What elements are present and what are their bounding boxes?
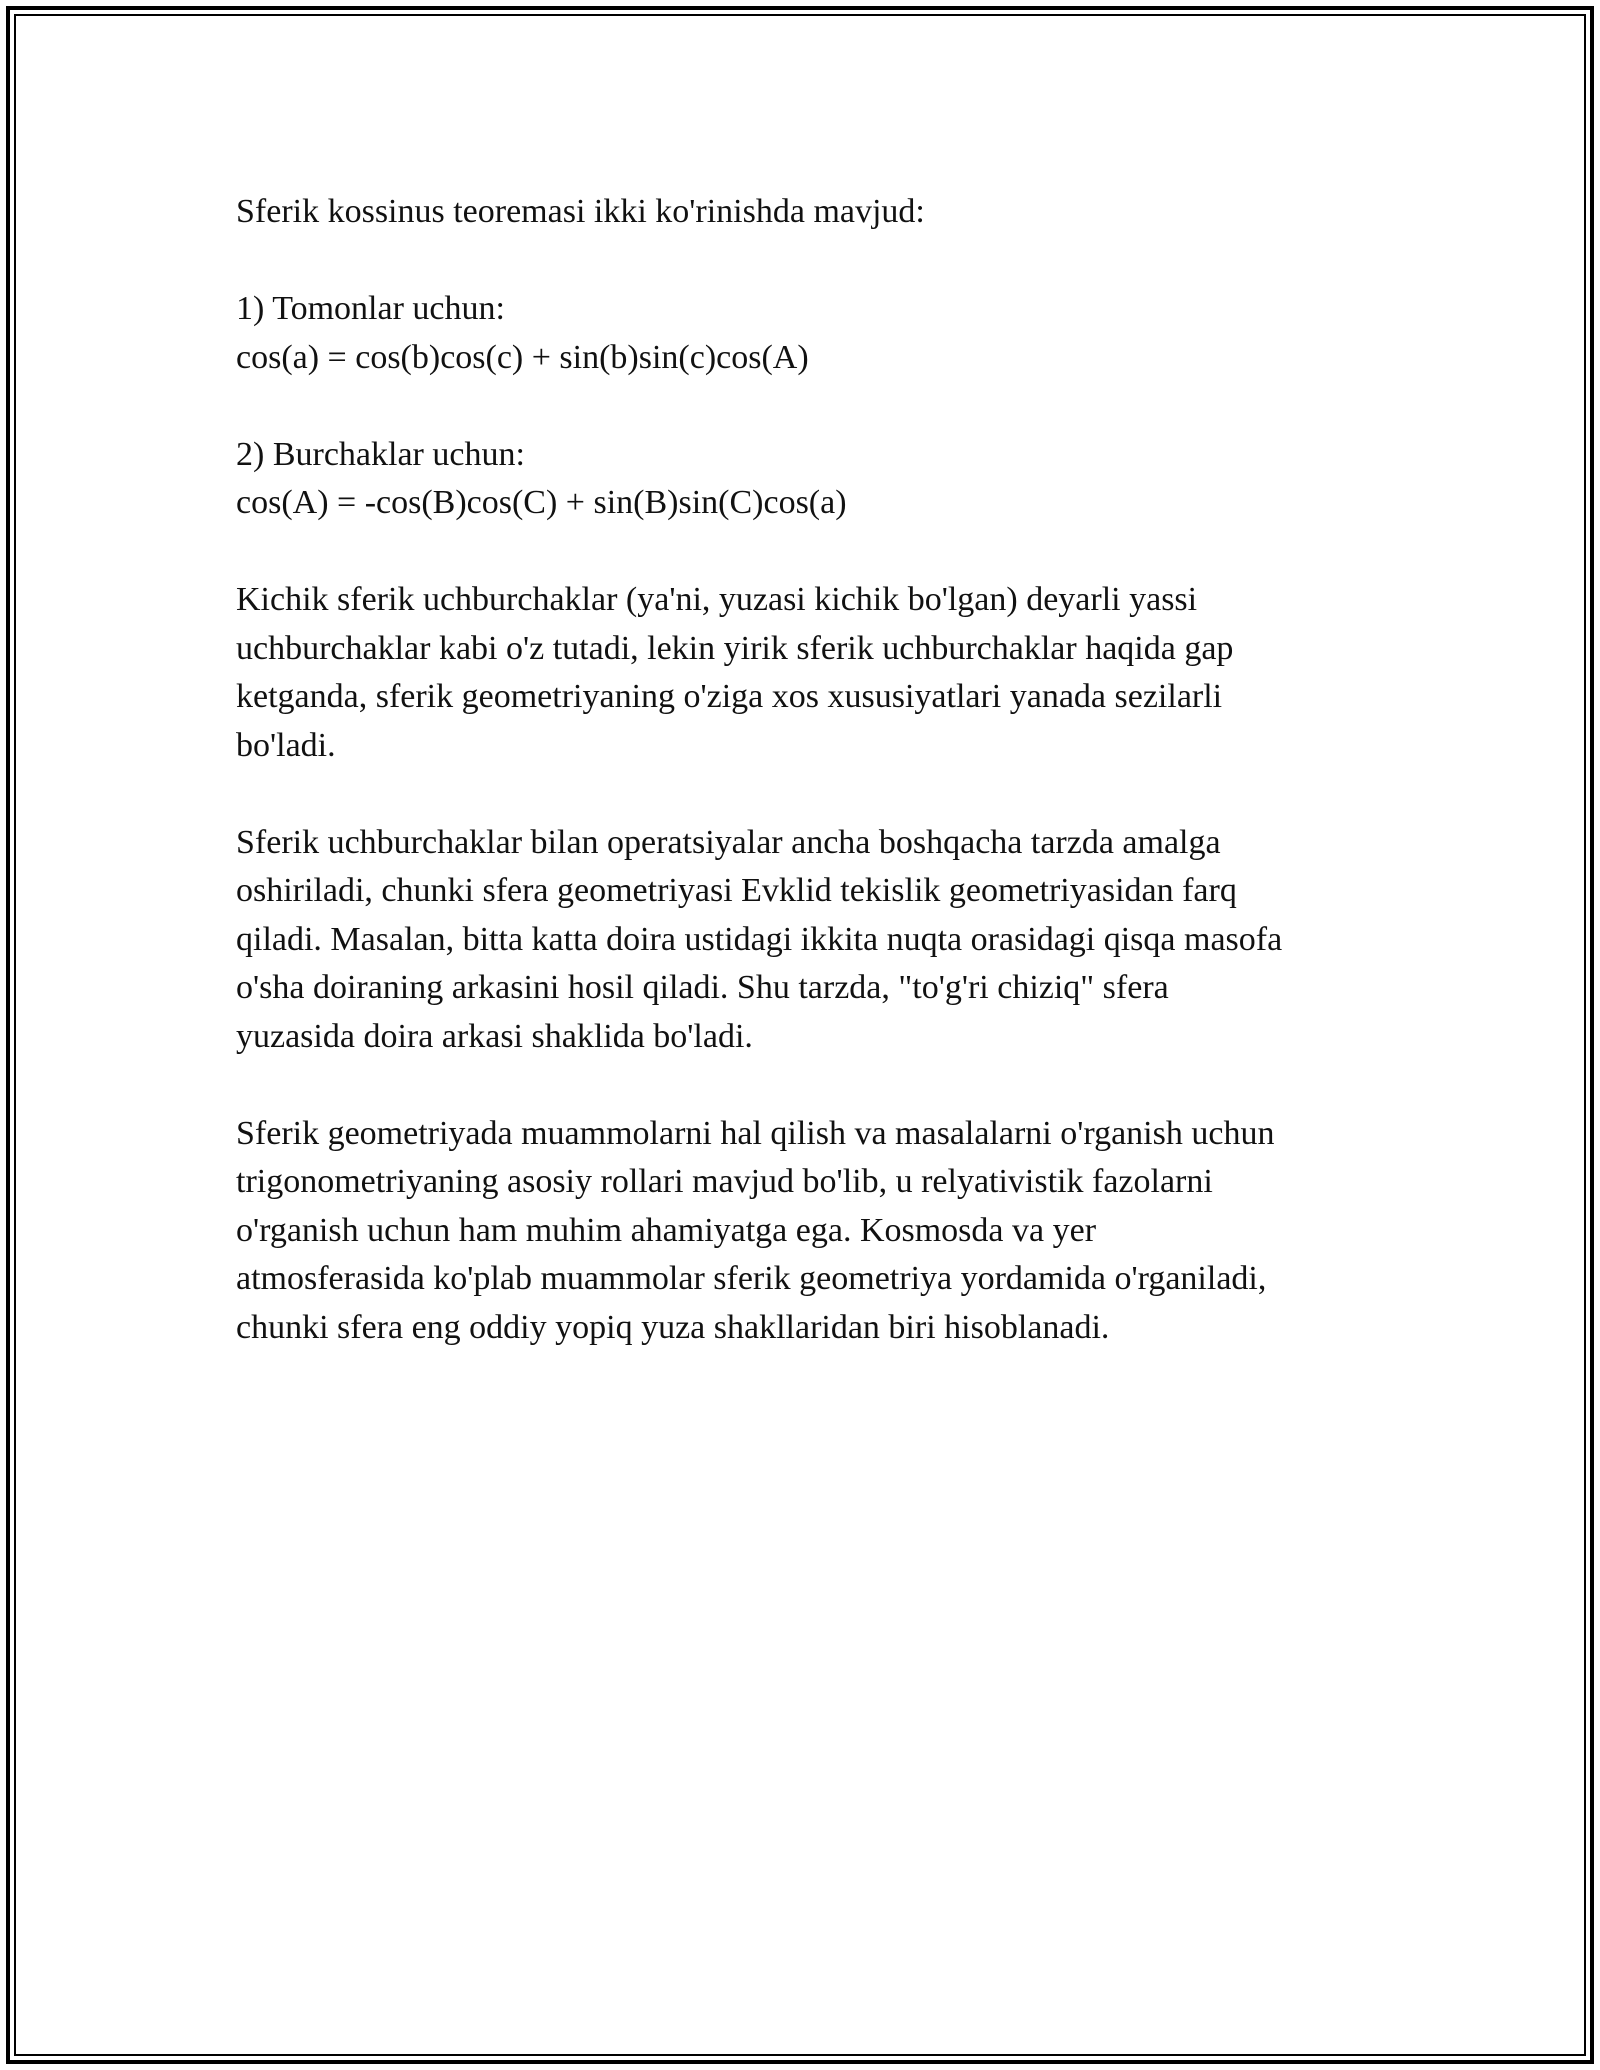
angles-formula: cos(A) = -cos(B)cos(C) + sin(B)sin(C)cos(a) bbox=[236, 484, 847, 521]
sides-formula: cos(a) = cos(b)cos(c) + sin(b)sin(c)cos(A) bbox=[236, 338, 809, 376]
text-line: qiladi. Masalan, bitta katta doira ustidagi ikkita nuqta orasidagi qisqa masofa bbox=[236, 920, 1283, 958]
angles-theorem bbox=[236, 431, 1376, 528]
text-line: chunki sfera eng oddiy yopiq yuza shakllaridan biri hisoblanadi. bbox=[236, 1308, 1110, 1346]
intro-text: Sferik kossinus teoremasi ikki ko'rinishda mavjud: bbox=[236, 193, 925, 230]
text-line: ketganda, sferik geometriyaning o'ziga xos xususiyatlari yanada sezilarli bbox=[236, 678, 1223, 715]
text-line: o'sha doiraning arkasini hosil qiladi. Shu tarzda, "to'g'ri chiziq" sfera bbox=[236, 969, 1169, 1006]
document-body bbox=[236, 188, 1376, 1401]
text-line: oshiriladi, chunki sfera geometriyasi Evklid tekislik geometriyasidan farq bbox=[236, 872, 1237, 909]
text-line: o'rganish uchun ham muhim ahamiyatga ega. Kosmosda va yer bbox=[236, 1211, 1097, 1249]
sides-heading: 1) Tomonlar uchun: bbox=[236, 290, 505, 327]
sides-theorem bbox=[236, 285, 1376, 382]
text-line: atmosferasida ko'plab muammolar sferik geometriya yordamida o'rganiladi, bbox=[236, 1260, 1267, 1297]
text-line: bo'ladi. bbox=[236, 726, 336, 764]
paragraph-applications bbox=[236, 1110, 1376, 1353]
text-line: trigonometriyaning asosiy rollari mavjud bo'lib, u relyativistik fazolarni bbox=[236, 1163, 1213, 1200]
text-line: yuzasida doira arkasi shaklida bo'ladi. bbox=[236, 1017, 753, 1055]
text-line: Sferik geometriyada muammolarni hal qilish va masalalarni o'rganish uchun bbox=[236, 1114, 1275, 1152]
paragraph-small-triangles bbox=[236, 576, 1376, 770]
intro-paragraph bbox=[236, 188, 1376, 237]
text-line: uchburchaklar kabi o'z tutadi, lekin yirik sferik uchburchaklar haqida gap bbox=[236, 629, 1234, 667]
paragraph-operations bbox=[236, 819, 1376, 1062]
text-line: Sferik uchburchaklar bilan operatsiyalar ancha boshqacha tarzda amalga bbox=[236, 823, 1221, 861]
angles-heading: 2) Burchaklar uchun: bbox=[236, 435, 525, 473]
text-line: Kichik sferik uchburchaklar (ya'ni, yuzasi kichik bo'lgan) deyarli yassi bbox=[236, 581, 1198, 618]
